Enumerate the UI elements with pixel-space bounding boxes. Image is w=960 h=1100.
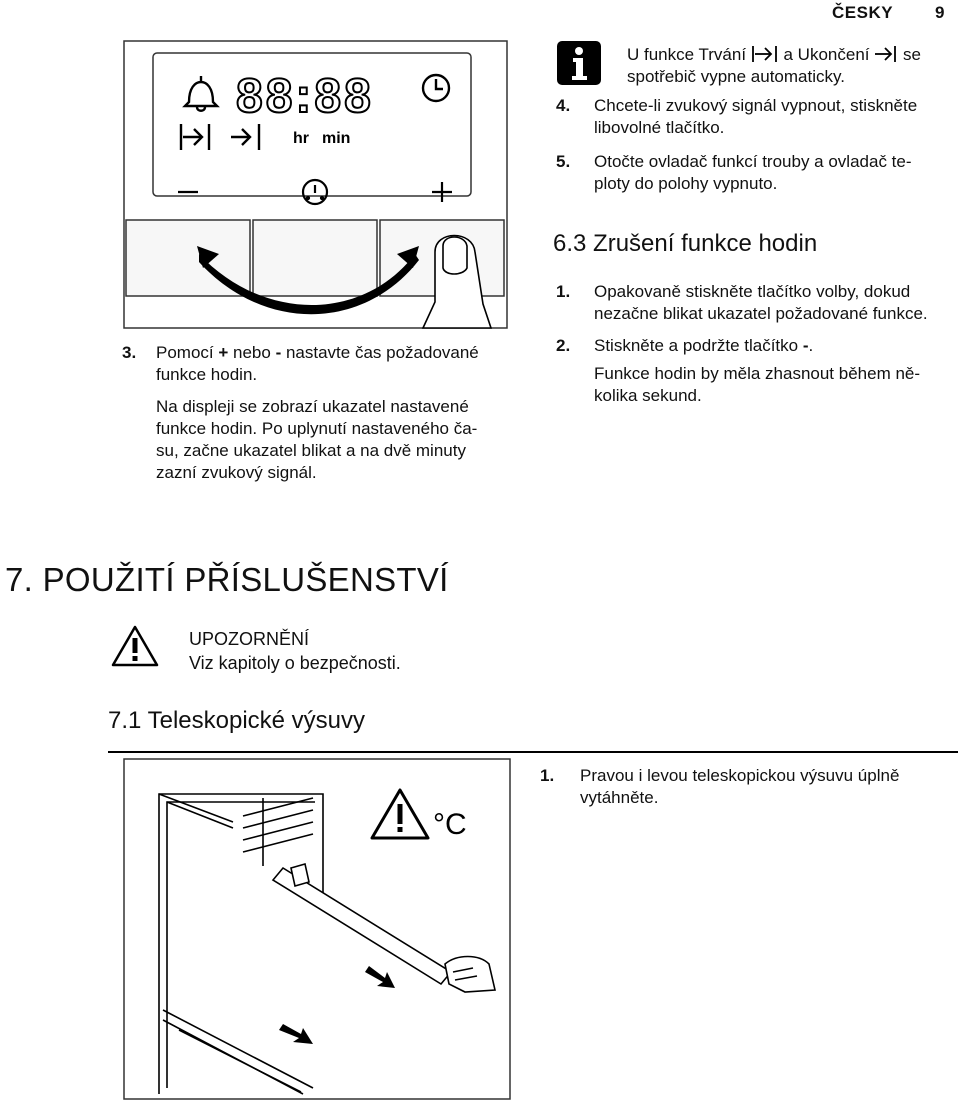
cancel-step-1-line: nezačne blikat ukazatel požadované funkce. xyxy=(594,304,928,323)
warning-text: Viz kapitoly o bezpečnosti. xyxy=(189,653,401,673)
runner-step-1-line: vytáhněte. xyxy=(580,788,659,807)
telescopic-runner-illustration xyxy=(123,758,511,1100)
plus-key-ref: + xyxy=(218,343,229,362)
warning-icon xyxy=(111,624,159,668)
info-icon xyxy=(556,40,602,86)
step-3-text-post: nastavte čas požadované xyxy=(281,343,479,362)
section-title: Zrušení funkce hodin xyxy=(593,230,818,257)
step-number: 3. xyxy=(122,343,137,362)
chapter-number: 7. xyxy=(5,561,34,598)
duration-icon xyxy=(751,45,779,63)
step-3-text xyxy=(156,342,526,484)
step-3-line-2: funkce hodin. xyxy=(156,365,258,384)
step-number: 4. xyxy=(556,96,571,115)
hr-label: hr xyxy=(293,130,309,147)
warning-box xyxy=(189,627,509,675)
step-number: 5. xyxy=(556,152,571,171)
info-text: a Ukončení xyxy=(778,45,875,64)
step-3-text-pre: Pomocí xyxy=(156,343,219,362)
cancel-step-2-pre: Stiskněte a podržte tlačítko xyxy=(594,336,803,355)
subsection-number: 7.1 xyxy=(108,707,142,734)
chapter-heading xyxy=(5,560,449,600)
language-label: ČESKY xyxy=(832,3,894,22)
section-rule xyxy=(108,751,958,753)
minus-key-ref: - xyxy=(275,343,282,362)
min-label: min xyxy=(322,130,351,147)
para-line: funkce hodin. Po uplynutí nastaveného ča- xyxy=(156,419,478,438)
warning-title: UPOZORNĚNÍ xyxy=(189,629,310,649)
step-4-text xyxy=(594,95,954,139)
step-4-line: libovolné tlačítko. xyxy=(594,118,725,137)
info-note xyxy=(627,44,957,88)
control-panel-illustration xyxy=(123,40,509,330)
select-key[interactable] xyxy=(253,220,377,296)
section-heading xyxy=(553,229,817,259)
temperature-label: °C xyxy=(433,808,467,841)
subsection-title: Teleskopické výsuvy xyxy=(147,707,366,734)
page-number: 9 xyxy=(935,3,945,22)
info-text: se xyxy=(898,45,921,64)
info-text: spotřebič vypne automaticky. xyxy=(627,67,845,86)
clock-display: 88:88 xyxy=(236,70,374,123)
minus-key-ref: - xyxy=(802,336,809,355)
cancel-note-line: Funkce hodin by měla zhasnout během ně- xyxy=(594,364,921,383)
cancel-step-1-line: Opakovaně stiskněte tlačítko volby, dokud xyxy=(594,282,911,301)
cancel-step-1-text xyxy=(594,281,956,325)
step-3-text-mid: nebo xyxy=(228,343,276,362)
step-5-line: Otočte ovladač funkcí trouby a ovladač te- xyxy=(594,152,912,171)
step-number: 1. xyxy=(556,282,571,301)
subsection-heading xyxy=(108,706,365,736)
runner-step-1-text xyxy=(580,765,955,809)
para-line: su, začne ukazatel blikat a na dvě minuty xyxy=(156,441,466,460)
step-number: 1. xyxy=(540,766,555,785)
chapter-title: POUŽITÍ PŘÍSLUŠENSTVÍ xyxy=(42,561,449,598)
end-time-icon xyxy=(874,45,898,63)
info-text: U funkce Trvání xyxy=(627,45,751,64)
step-4-line: Chcete-li zvukový signál vypnout, stiskněte xyxy=(594,96,918,115)
cancel-note-line: kolika sekund. xyxy=(594,386,702,405)
step-5-text xyxy=(594,151,954,195)
cancel-step-2-post: . xyxy=(808,336,814,355)
section-number: 6.3 xyxy=(553,230,587,257)
runner-step-1-line: Pravou i levou teleskopickou výsuvu úplně xyxy=(580,766,900,785)
cancel-step-2-text xyxy=(594,335,956,407)
para-line: zazní zvukový signál. xyxy=(156,463,317,482)
para-line: Na displeji se zobrazí ukazatel nastavené xyxy=(156,397,469,416)
step-number: 2. xyxy=(556,336,571,355)
step-5-line: ploty do polohy vypnuto. xyxy=(594,174,778,193)
